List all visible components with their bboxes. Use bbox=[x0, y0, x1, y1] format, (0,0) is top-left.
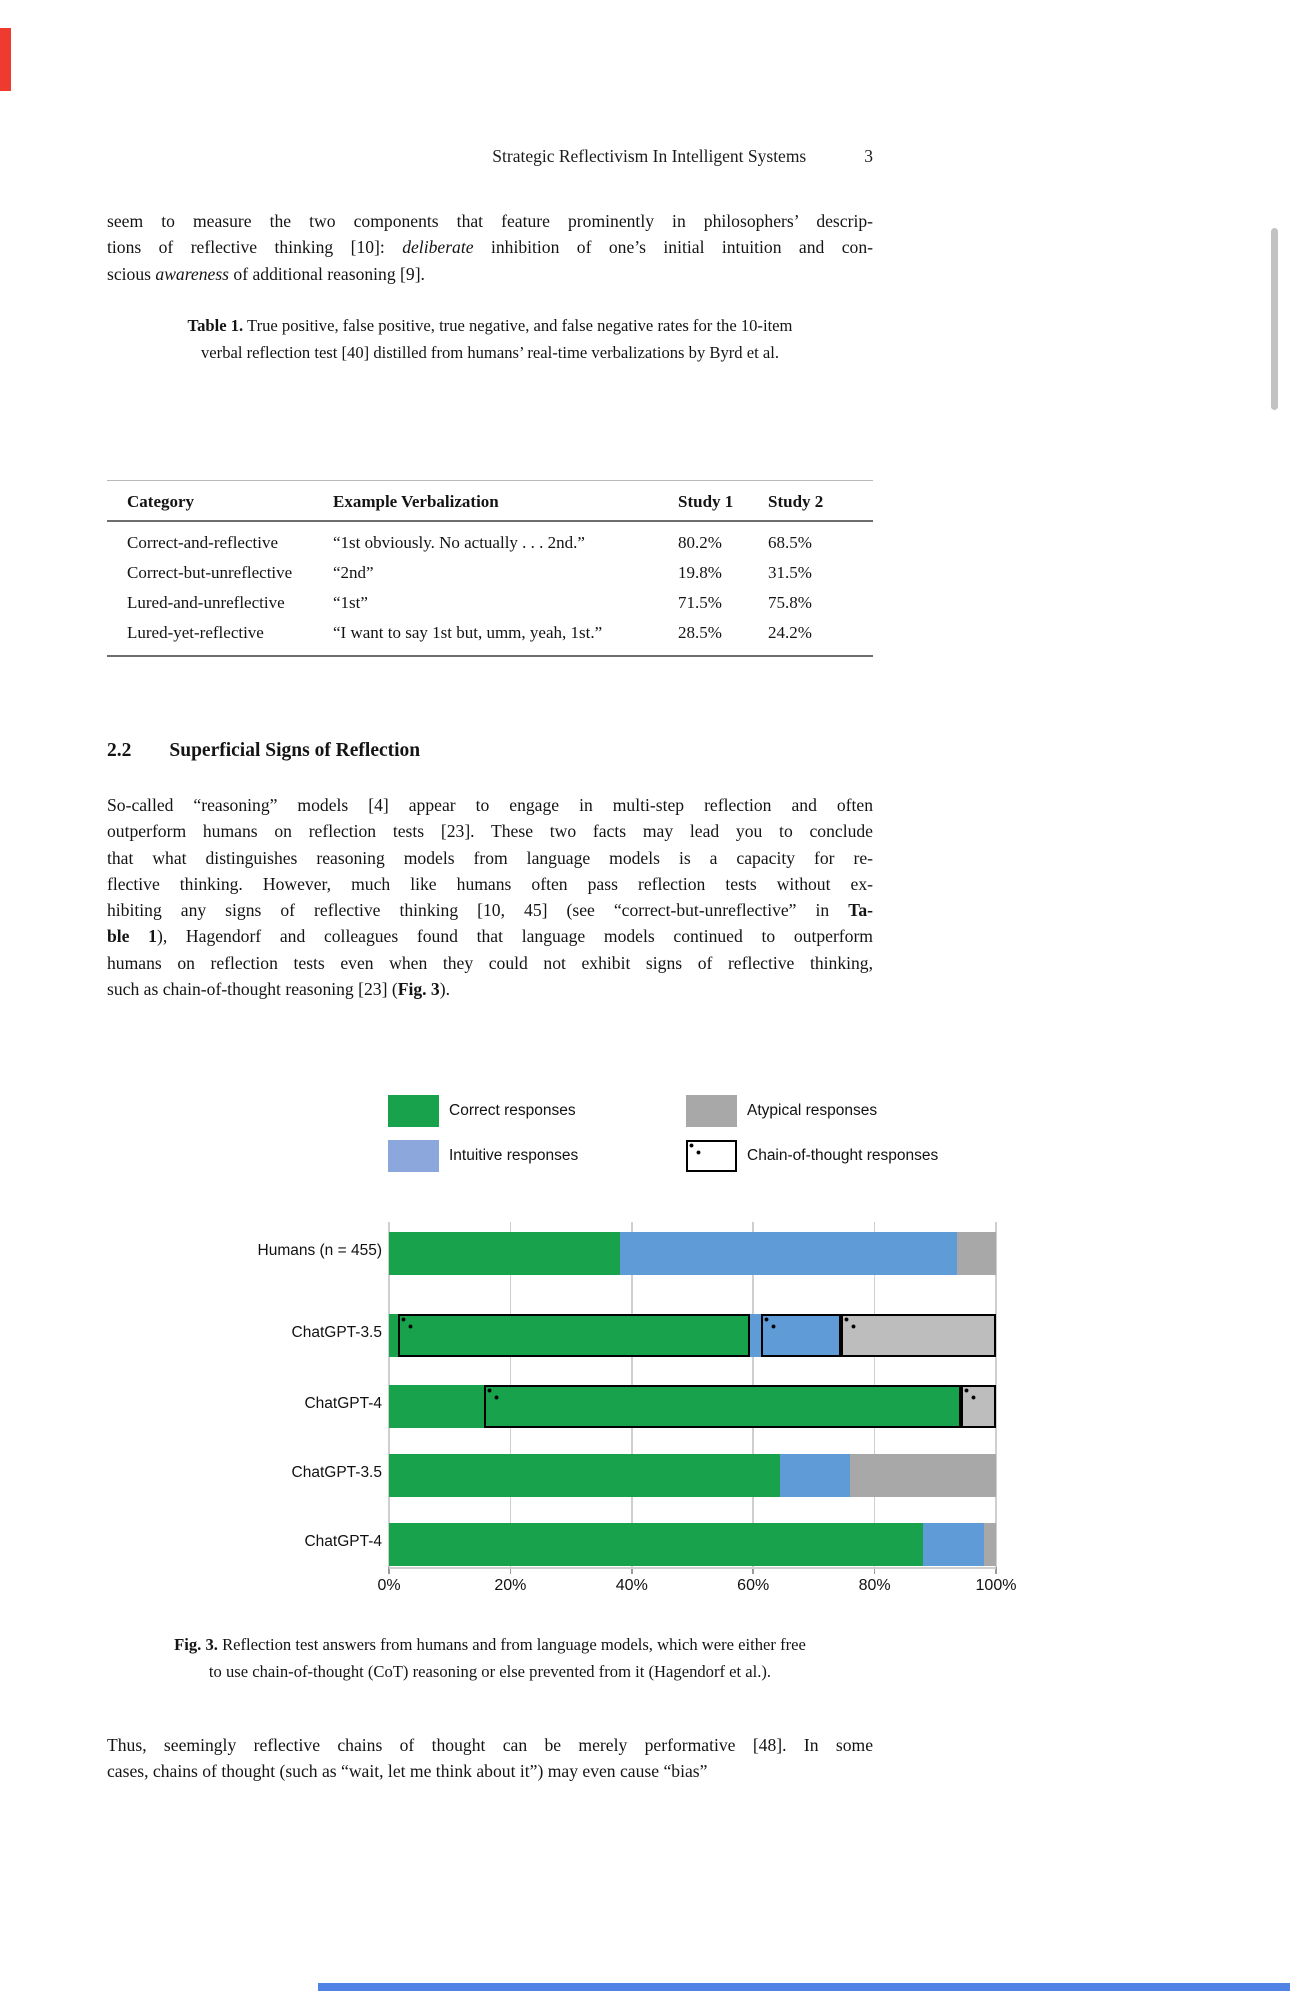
bar-segment-intuitive bbox=[750, 1314, 761, 1357]
bar-label: ChatGPT-4 bbox=[304, 1533, 382, 1550]
text-line: seem to measure the two components that feature prominently in philosophers’ descrip- bbox=[107, 211, 873, 231]
bar-segment-intuitive bbox=[620, 1232, 957, 1275]
body-paragraph bbox=[107, 208, 873, 287]
text-line: outperform humans on reflection tests [23]. These two facts may lead you to conclude bbox=[107, 821, 873, 842]
table-cell: 28.5% bbox=[678, 623, 722, 642]
legend-swatch-cot bbox=[686, 1140, 737, 1172]
text-line: Fig. 3. Reflection test answers from humans and from language models, which were either free bbox=[174, 1635, 806, 1654]
bar-segment-correct bbox=[389, 1523, 923, 1566]
bar-segment-intuitive-cot bbox=[761, 1314, 841, 1357]
table-cell: “1st” bbox=[333, 593, 368, 612]
text-line: that what distinguishes reasoning models from language models is a capacity for re- bbox=[107, 847, 873, 868]
axis-tick-label: 20% bbox=[494, 1577, 527, 1594]
table-cell: 80.2% bbox=[678, 533, 722, 552]
bar-row bbox=[389, 1523, 996, 1566]
text-line: scious awareness of additional reasoning [9]. bbox=[107, 263, 425, 284]
table-cell: “I want to say 1st but, umm, yeah, 1st.” bbox=[333, 623, 603, 642]
text-line: hibiting any signs of reflective thinking [10, 45] (see “correct-but-unreflective” in Ta- bbox=[107, 900, 873, 921]
body-paragraph bbox=[107, 792, 873, 1002]
table-cell: 24.2% bbox=[768, 623, 812, 642]
table-cell: 71.5% bbox=[678, 593, 722, 612]
bar-segment-correct bbox=[389, 1454, 780, 1497]
table-cell: “1st obviously. No actually . . . 2nd.” bbox=[333, 533, 585, 552]
body-paragraph bbox=[107, 1732, 873, 1785]
table-cell: 75.8% bbox=[768, 593, 812, 612]
legend-label: Atypical responses bbox=[747, 1102, 878, 1119]
legend-swatch-atypical bbox=[686, 1095, 737, 1127]
table-cell: Lured-yet-reflective bbox=[127, 623, 264, 642]
figure-caption bbox=[107, 1632, 873, 1685]
column-header: Category bbox=[127, 492, 195, 511]
section-title: Superficial Signs of Reflection bbox=[169, 740, 421, 761]
axis-tick-label: 100% bbox=[975, 1577, 1017, 1594]
bar-row bbox=[389, 1314, 996, 1357]
bar-row bbox=[389, 1232, 996, 1275]
bar-segment-correct-cot bbox=[484, 1385, 961, 1428]
bar-segment-atypical bbox=[984, 1523, 996, 1566]
section-number: 2.2 bbox=[107, 740, 132, 761]
axis-tick-label: 40% bbox=[615, 1577, 648, 1594]
table-row bbox=[107, 528, 873, 558]
table-caption bbox=[107, 313, 873, 366]
text-line: flective thinking. However, much like humans often pass reflection tests without ex- bbox=[107, 873, 873, 894]
axis-tick-label: 0% bbox=[377, 1577, 401, 1594]
figure-3-chart bbox=[107, 1085, 1017, 1610]
column-header: Example Verbalization bbox=[333, 492, 499, 511]
table-cell: 68.5% bbox=[768, 533, 812, 552]
table-row bbox=[107, 558, 873, 588]
table-cell: Correct-and-reflective bbox=[127, 533, 279, 552]
column-header: Study 1 bbox=[678, 492, 734, 511]
bar-row bbox=[389, 1454, 996, 1497]
bottom-accent-bar bbox=[318, 1983, 1290, 1991]
table-row bbox=[107, 588, 873, 618]
bar-segment-atypical-cot bbox=[961, 1385, 996, 1428]
bar-segment-correct bbox=[389, 1232, 620, 1275]
table-cell: Correct-but-unreflective bbox=[127, 563, 293, 582]
legend-label: Correct responses bbox=[449, 1102, 576, 1119]
table-header-row bbox=[107, 489, 873, 522]
text-line: to use chain-of-thought (CoT) reasoning or else prevented from it (Hagendorf et al.). bbox=[208, 1661, 772, 1681]
legend-swatch-correct bbox=[388, 1095, 439, 1127]
legend-swatch-intuitive bbox=[388, 1140, 439, 1172]
bar-segment-atypical bbox=[957, 1232, 996, 1275]
text-line: ble 1), Hagendorf and colleagues found that language models continued to outperform bbox=[107, 926, 873, 947]
text-line: Table 1. True positive, false positive, true negative, and false negative rates for the 10-item bbox=[187, 316, 793, 335]
bar-segment-intuitive bbox=[923, 1523, 984, 1566]
page-number: 3 bbox=[864, 146, 873, 166]
bar-segment-correct bbox=[389, 1385, 484, 1428]
table-cell: Lured-and-unreflective bbox=[127, 593, 285, 612]
running-head bbox=[107, 146, 873, 167]
bar-segment-atypical-cot bbox=[841, 1314, 996, 1357]
text-line: cases, chains of thought (such as “wait, let me think about it”) may even cause “bias” bbox=[107, 1761, 708, 1782]
bar-segment-intuitive bbox=[780, 1454, 850, 1497]
bar-label: ChatGPT-3.5 bbox=[291, 1464, 382, 1481]
table-cell: “2nd” bbox=[333, 563, 374, 582]
section-heading bbox=[107, 740, 420, 762]
bar-row bbox=[389, 1385, 996, 1428]
axis-baseline bbox=[389, 1567, 996, 1569]
text-line: Thus, seemingly reflective chains of thought can be merely performative [48]. In some bbox=[107, 1735, 873, 1755]
table-cell: 19.8% bbox=[678, 563, 722, 582]
text-line: So-called “reasoning” models [4] appear to engage in multi-step reflection and often bbox=[107, 795, 873, 815]
table-1 bbox=[107, 480, 873, 657]
scrollbar-thumb[interactable] bbox=[1271, 228, 1278, 410]
bar-segment-correct bbox=[389, 1314, 398, 1357]
page-corner-marker bbox=[0, 28, 11, 91]
bar-label: ChatGPT-3.5 bbox=[291, 1324, 382, 1341]
bar-segment-correct-cot bbox=[398, 1314, 750, 1357]
bar-label: Humans (n = 455) bbox=[257, 1242, 382, 1259]
legend-label: Chain-of-thought responses bbox=[747, 1147, 939, 1164]
text-line: such as chain-of-thought reasoning [23] (Fig. 3). bbox=[107, 979, 450, 1000]
text-line: verbal reflection test [40] distilled from humans’ real-time verbalizations by Byrd et al. bbox=[201, 342, 779, 362]
column-header: Study 2 bbox=[768, 492, 824, 511]
legend-label: Intuitive responses bbox=[449, 1147, 579, 1164]
running-head-title: Strategic Reflectivism In Intelligent Systems bbox=[492, 146, 807, 166]
text-line: tions of reflective thinking [10]: deliberate inhibition of one’s initial intuition and con- bbox=[107, 237, 873, 258]
axis-tick-label: 60% bbox=[737, 1577, 770, 1594]
table-cell: 31.5% bbox=[768, 563, 812, 582]
axis-tick-label: 80% bbox=[858, 1577, 891, 1594]
bar-label: ChatGPT-4 bbox=[304, 1395, 382, 1412]
bar-segment-atypical bbox=[850, 1454, 996, 1497]
table-row bbox=[107, 618, 873, 648]
text-line: humans on reflection tests even when they could not exhibit signs of reflective thinking, bbox=[107, 952, 873, 973]
